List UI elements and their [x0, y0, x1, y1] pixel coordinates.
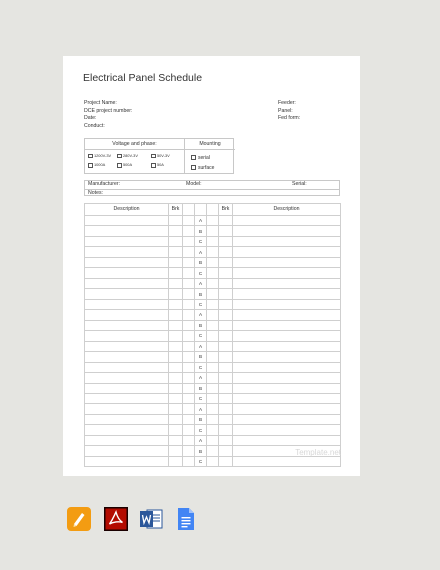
blank-cell — [183, 383, 195, 393]
description-cell[interactable] — [85, 435, 169, 445]
table-row — [85, 435, 341, 445]
description-cell[interactable] — [85, 247, 169, 257]
brk-cell — [169, 383, 183, 393]
description-cell[interactable] — [233, 456, 341, 466]
description-cell[interactable] — [233, 414, 341, 424]
mounting-option-serial[interactable]: serial — [191, 154, 214, 164]
phase-cell: C — [195, 236, 207, 246]
phase-cell: C — [195, 331, 207, 341]
brk-cell — [169, 268, 183, 278]
blank-cell — [207, 362, 219, 372]
mounting-cell — [185, 139, 235, 173]
panel-label: Panel: — [278, 107, 293, 114]
blank-cell — [207, 352, 219, 362]
description-cell[interactable] — [85, 446, 169, 456]
brk-cell — [169, 216, 183, 226]
blank-cell — [183, 404, 195, 414]
blank-cell — [207, 393, 219, 403]
blank-cell — [207, 425, 219, 435]
checkbox-icon — [88, 163, 93, 168]
description-cell[interactable] — [233, 247, 341, 257]
blank-cell — [183, 247, 195, 257]
brk-cell — [219, 383, 233, 393]
blank-cell — [207, 383, 219, 393]
table-row — [85, 393, 341, 403]
phase-cell: C — [195, 299, 207, 309]
description-cell[interactable] — [233, 310, 341, 320]
blank-cell — [183, 268, 195, 278]
brk-cell — [219, 236, 233, 246]
description-cell[interactable] — [233, 341, 341, 351]
phase-cell: C — [195, 362, 207, 372]
description-cell[interactable] — [233, 362, 341, 372]
brk-cell — [169, 257, 183, 267]
phase-cell: C — [195, 425, 207, 435]
brk-cell — [219, 352, 233, 362]
blank-cell — [207, 341, 219, 351]
blank-cell — [207, 257, 219, 267]
phase-cell: A — [195, 341, 207, 351]
brk-cell — [219, 278, 233, 288]
voltage-header: Voltage and phase: — [85, 139, 184, 150]
table-row — [85, 247, 341, 257]
table-row — [85, 414, 341, 424]
table-header-row — [85, 204, 341, 216]
blank-cell — [183, 299, 195, 309]
watermark: Template.net — [295, 448, 341, 457]
brk-cell — [169, 435, 183, 445]
brk-header: Brk — [219, 204, 233, 216]
description-cell[interactable] — [85, 278, 169, 288]
brk-cell — [219, 446, 233, 456]
brk-cell — [219, 456, 233, 466]
project-name-label: Project Name: — [84, 100, 117, 106]
table-row — [85, 362, 341, 372]
project-number-label: DCE project number: — [84, 107, 133, 114]
table-row — [85, 289, 341, 299]
blank-cell — [207, 278, 219, 288]
brk-cell — [169, 289, 183, 299]
blank-cell — [207, 331, 219, 341]
brk-cell — [169, 362, 183, 372]
fed-form-label: Fed form: — [278, 115, 301, 122]
conduct-label: Conduct: — [84, 122, 105, 129]
checkbox-icon — [117, 163, 122, 168]
description-cell[interactable] — [233, 226, 341, 236]
phase-cell: A — [195, 247, 207, 257]
description-cell[interactable] — [233, 404, 341, 414]
blank-cell — [183, 331, 195, 341]
phase-header — [195, 204, 207, 216]
blank-cell — [183, 257, 195, 267]
google-docs-icon[interactable] — [174, 507, 198, 531]
blank-cell — [183, 278, 195, 288]
description-cell[interactable] — [233, 373, 341, 383]
brk-cell — [169, 414, 183, 424]
description-cell[interactable] — [85, 341, 169, 351]
description-cell[interactable] — [85, 236, 169, 246]
pages-icon[interactable] — [67, 507, 91, 531]
blank-cell — [207, 456, 219, 466]
blank-cell — [183, 341, 195, 351]
manufacturer-box — [84, 180, 340, 196]
description-cell[interactable] — [85, 289, 169, 299]
blank-cell — [207, 216, 219, 226]
description-cell[interactable] — [85, 362, 169, 372]
description-cell[interactable] — [233, 331, 341, 341]
document-page — [63, 56, 360, 476]
phase-cell: A — [195, 435, 207, 445]
table-row — [85, 268, 341, 278]
document-title: Electrical Panel Schedule — [83, 72, 203, 84]
brk-cell — [219, 216, 233, 226]
brk-cell — [169, 236, 183, 246]
description-header: Description — [233, 204, 341, 216]
blank-cell — [183, 289, 195, 299]
table-row — [85, 226, 341, 236]
description-cell[interactable] — [233, 320, 341, 330]
phase-cell: C — [195, 456, 207, 466]
blank-cell — [207, 435, 219, 445]
table-row — [85, 236, 341, 246]
description-cell[interactable] — [85, 299, 169, 309]
description-cell[interactable] — [233, 383, 341, 393]
manufacturer-label: Manufacturer: — [88, 181, 121, 187]
pdf-icon[interactable] — [104, 507, 128, 531]
description-cell[interactable] — [233, 435, 341, 445]
phase-cell: B — [195, 289, 207, 299]
phase-cell: B — [195, 414, 207, 424]
description-cell[interactable] — [233, 393, 341, 403]
brk-cell — [169, 247, 183, 257]
blank-cell — [183, 310, 195, 320]
empty-header — [207, 204, 219, 216]
brk-cell — [219, 425, 233, 435]
blank-cell — [183, 456, 195, 466]
brk-header: Brk — [169, 204, 183, 216]
blank-cell — [183, 446, 195, 456]
brk-cell — [219, 393, 233, 403]
checkbox-icon — [191, 165, 196, 170]
project-info — [84, 100, 132, 130]
blank-cell — [183, 373, 195, 383]
brk-cell — [169, 320, 183, 330]
brk-cell — [219, 247, 233, 257]
blank-cell — [183, 216, 195, 226]
table-row — [85, 320, 341, 330]
blank-cell — [207, 226, 219, 236]
description-cell[interactable] — [85, 414, 169, 424]
phase-cell: B — [195, 226, 207, 236]
voltage-option[interactable]: 50A — [151, 162, 181, 167]
phase-cell: B — [195, 257, 207, 267]
blank-cell — [207, 247, 219, 257]
brk-cell — [219, 289, 233, 299]
phase-cell: A — [195, 216, 207, 226]
phase-cell: B — [195, 446, 207, 456]
phase-cell: A — [195, 278, 207, 288]
description-cell[interactable] — [85, 425, 169, 435]
description-cell[interactable] — [85, 320, 169, 330]
empty-header — [183, 204, 195, 216]
voltage-option[interactable]: 280V-3V — [117, 153, 151, 158]
blank-cell — [183, 393, 195, 403]
table-row — [85, 299, 341, 309]
mounting-option-surface[interactable]: surface — [191, 164, 214, 174]
table-row — [85, 456, 341, 466]
blank-cell — [207, 268, 219, 278]
brk-cell — [169, 331, 183, 341]
table-row — [85, 425, 341, 435]
description-cell[interactable] — [233, 425, 341, 435]
checkbox-icon — [151, 163, 156, 168]
brk-cell — [169, 393, 183, 403]
description-cell[interactable] — [85, 257, 169, 267]
brk-cell — [219, 404, 233, 414]
brk-cell — [169, 352, 183, 362]
phase-cell: B — [195, 320, 207, 330]
brk-cell — [219, 373, 233, 383]
mounting-header: Mounting — [185, 139, 235, 150]
voltage-option[interactable]: 1200V-3V — [88, 153, 117, 158]
voltage-option[interactable]: 50V-3V — [151, 153, 181, 158]
table-row — [85, 278, 341, 288]
brk-cell — [169, 373, 183, 383]
description-cell[interactable] — [85, 331, 169, 341]
description-header: Description — [85, 204, 169, 216]
brk-cell — [219, 268, 233, 278]
voltage-cell — [85, 139, 185, 173]
table-row — [85, 341, 341, 351]
brk-cell — [219, 341, 233, 351]
voltage-mounting-box — [84, 138, 234, 174]
description-cell[interactable] — [85, 310, 169, 320]
brk-cell — [219, 435, 233, 445]
brk-cell — [219, 362, 233, 372]
brk-cell — [169, 278, 183, 288]
table-row — [85, 331, 341, 341]
description-cell[interactable] — [85, 373, 169, 383]
voltage-option[interactable]: 1000A — [88, 162, 117, 167]
blank-cell — [183, 425, 195, 435]
blank-cell — [183, 362, 195, 372]
phase-cell: C — [195, 393, 207, 403]
voltage-option[interactable]: 500A — [117, 162, 151, 167]
circuit-table — [84, 203, 341, 467]
description-cell[interactable] — [85, 383, 169, 393]
table-row — [85, 216, 341, 226]
table-body — [85, 216, 341, 467]
feeder-label: Feeder: — [278, 100, 296, 106]
checkbox-icon — [88, 154, 93, 159]
brk-cell — [169, 425, 183, 435]
brk-cell — [219, 299, 233, 309]
blank-cell — [183, 320, 195, 330]
phase-cell: B — [195, 383, 207, 393]
brk-cell — [219, 414, 233, 424]
brk-cell — [219, 310, 233, 320]
blank-cell — [183, 236, 195, 246]
blank-cell — [207, 404, 219, 414]
date-label: Date: — [84, 115, 97, 122]
phase-cell: A — [195, 310, 207, 320]
description-cell[interactable] — [85, 268, 169, 278]
description-cell[interactable] — [233, 352, 341, 362]
brk-cell — [219, 257, 233, 267]
description-cell[interactable] — [233, 236, 341, 246]
notes-label: Notes: — [88, 189, 103, 196]
description-cell[interactable] — [85, 393, 169, 403]
checkbox-icon — [191, 155, 196, 160]
table-row — [85, 383, 341, 393]
blank-cell — [207, 320, 219, 330]
brk-cell — [169, 299, 183, 309]
table-row — [85, 352, 341, 362]
table-row — [85, 404, 341, 414]
voltage-options — [88, 153, 183, 168]
blank-cell — [207, 446, 219, 456]
blank-cell — [207, 310, 219, 320]
description-cell[interactable] — [233, 257, 341, 267]
description-cell[interactable] — [233, 268, 341, 278]
phase-cell: A — [195, 373, 207, 383]
brk-cell — [169, 446, 183, 456]
description-cell[interactable] — [85, 226, 169, 236]
description-cell[interactable] — [85, 216, 169, 226]
description-cell[interactable] — [233, 289, 341, 299]
description-cell[interactable] — [85, 404, 169, 414]
brk-cell — [169, 226, 183, 236]
brk-cell — [169, 341, 183, 351]
description-cell[interactable] — [233, 299, 341, 309]
notes-row — [85, 190, 339, 198]
description-cell[interactable] — [233, 216, 341, 226]
brk-cell — [169, 310, 183, 320]
word-icon[interactable] — [139, 507, 163, 531]
blank-cell — [183, 226, 195, 236]
blank-cell — [183, 352, 195, 362]
description-cell[interactable] — [85, 352, 169, 362]
brk-cell — [219, 320, 233, 330]
brk-cell — [169, 456, 183, 466]
serial-label: Serial: — [292, 181, 307, 187]
blank-cell — [207, 236, 219, 246]
brk-cell — [169, 404, 183, 414]
phase-cell: A — [195, 404, 207, 414]
description-cell[interactable] — [85, 456, 169, 466]
model-label: Model: — [186, 181, 202, 187]
blank-cell — [207, 299, 219, 309]
manufacturer-row — [85, 181, 339, 190]
blank-cell — [207, 289, 219, 299]
brk-cell — [219, 226, 233, 236]
panel-info — [278, 100, 300, 123]
blank-cell — [183, 435, 195, 445]
checkbox-icon — [117, 154, 122, 159]
checkbox-icon — [151, 154, 156, 159]
brk-cell — [219, 331, 233, 341]
table-row — [85, 257, 341, 267]
phase-cell: C — [195, 268, 207, 278]
blank-cell — [183, 414, 195, 424]
description-cell[interactable] — [233, 278, 341, 288]
blank-cell — [207, 414, 219, 424]
table-row — [85, 373, 341, 383]
mounting-options — [191, 154, 214, 173]
phase-cell: B — [195, 352, 207, 362]
blank-cell — [207, 373, 219, 383]
table-row — [85, 310, 341, 320]
